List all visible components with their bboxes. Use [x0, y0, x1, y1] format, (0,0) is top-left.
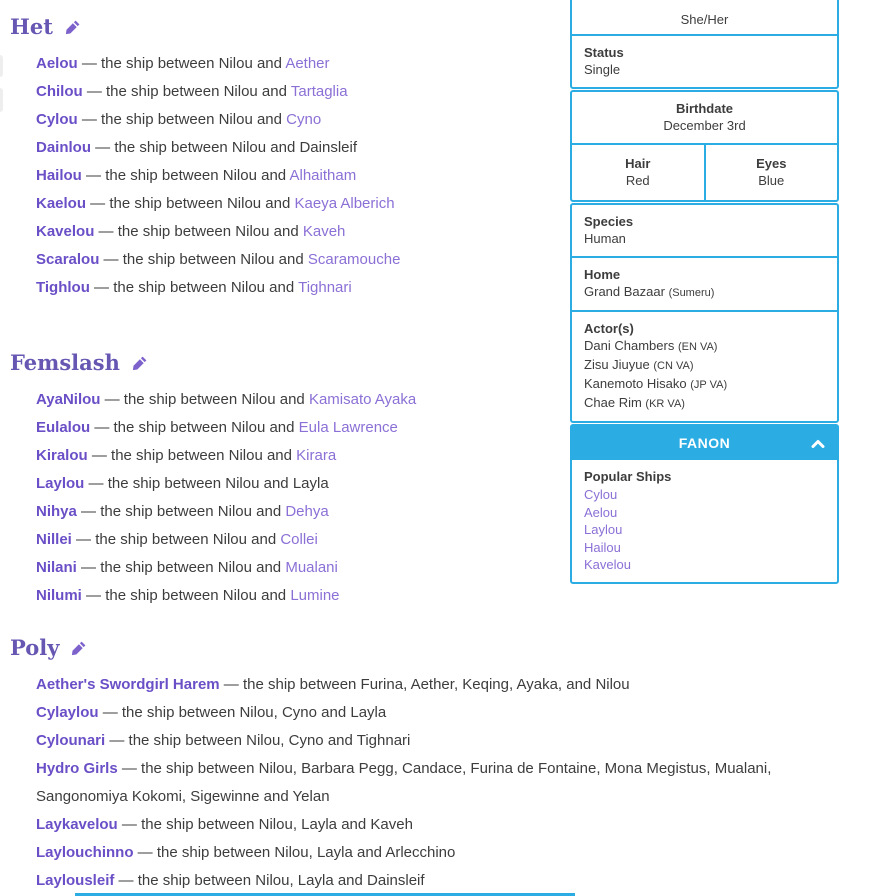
partner-link[interactable]: Collei	[280, 531, 318, 548]
infobox-row-actors	[572, 312, 837, 421]
partner-link[interactable]: Aether	[285, 55, 330, 72]
birthdate-value: December 3rd	[663, 118, 746, 133]
hair-cell	[572, 145, 706, 200]
ship-name-link[interactable]: Kiralou	[36, 447, 88, 464]
partner-link[interactable]: Cyno	[286, 111, 322, 128]
actor-language-note: (KR VA)	[645, 398, 685, 410]
birthdate-label: Birthdate	[675, 101, 734, 116]
partner-link[interactable]: Alhaitham	[289, 167, 357, 184]
infobox-row-hair-eyes	[572, 145, 837, 200]
dash-separator: —	[114, 872, 138, 889]
infobox-group-appearance	[570, 90, 839, 202]
ship-description: the ship between Nilou and	[113, 279, 299, 296]
actors-label: Actor(s)	[584, 321, 634, 336]
dash-separator: —	[76, 503, 101, 520]
ship-description: the ship between Nilou and Dainsleif	[114, 139, 357, 156]
dash-separator: —	[82, 83, 106, 100]
ship-list-item	[36, 582, 875, 610]
ship-list-item	[36, 671, 801, 699]
ship-description: the ship between Nilou and	[101, 111, 287, 128]
dash-separator: —	[117, 760, 142, 777]
partner-link[interactable]: Eula Lawrence	[298, 419, 398, 436]
chevron-up-icon[interactable]	[811, 426, 825, 460]
ship-name-link[interactable]: Chilou	[36, 83, 83, 100]
partner-link[interactable]: Kirara	[296, 447, 337, 464]
partner-link[interactable]: Scaramouche	[307, 251, 401, 268]
ship-description: the ship between Nilou and	[109, 195, 295, 212]
character-infobox	[570, 0, 839, 584]
infobox-row-birthdate	[572, 92, 837, 145]
ship-description: the ship between Nilou, Cyno and Tighnari	[128, 732, 411, 749]
ship-name-link[interactable]: AyaNilou	[36, 391, 101, 408]
ship-list-item	[36, 699, 801, 727]
ship-description: the ship between Nilou and Layla	[107, 475, 329, 492]
ship-list-item	[36, 755, 801, 811]
dash-separator: —	[100, 391, 124, 408]
species-label: Species	[584, 214, 634, 229]
dash-separator: —	[89, 279, 114, 296]
actor-entry: Dani Chambers (EN VA)	[584, 338, 718, 353]
ship-name-link[interactable]: Eulalou	[36, 419, 91, 436]
ship-name-link[interactable]: Hydro Girls	[36, 760, 118, 777]
actor-language-note: (CN VA)	[653, 360, 694, 372]
ship-name-link[interactable]: Nillei	[36, 531, 72, 548]
dash-separator: —	[81, 587, 106, 604]
ship-name-link[interactable]: Cylaylou	[36, 704, 99, 721]
infobox-group-identity	[570, 0, 839, 89]
ship-name-link[interactable]: Kaelou	[36, 195, 87, 212]
hair-label: Hair	[625, 156, 651, 171]
dash-separator: —	[94, 223, 118, 240]
ship-name-link[interactable]: Aether's Swordgirl Harem	[36, 676, 220, 693]
ship-description: the ship between Nilou and	[100, 503, 286, 520]
ship-name-link[interactable]: Laylouchinno	[36, 844, 134, 861]
home-value: Grand Bazaar (Sumeru)	[584, 284, 715, 299]
dash-separator: —	[98, 704, 122, 721]
dash-separator: —	[86, 195, 110, 212]
infobox-row-status	[572, 36, 837, 87]
ship-list-item	[36, 727, 801, 755]
dash-separator: —	[87, 447, 112, 464]
ship-description: the ship between Nilou, Layla and Kaveh	[141, 816, 413, 833]
partner-link[interactable]: Tighnari	[298, 279, 352, 296]
partner-link[interactable]: Kaeya Alberich	[294, 195, 395, 212]
ship-name-link[interactable]: Aelou	[36, 55, 78, 72]
dash-separator: —	[219, 676, 243, 693]
section-heading	[10, 635, 875, 661]
ship-name-link[interactable]: Nilumi	[36, 587, 82, 604]
dash-separator: —	[77, 111, 102, 128]
partner-link[interactable]: Lumine	[290, 587, 340, 604]
edit-pencil-icon[interactable]	[71, 637, 87, 661]
ship-description: the ship between Nilou and	[113, 419, 299, 436]
ship-description: the ship between Furina, Aether, Keqing, Ayaka, and Nilou	[242, 676, 630, 693]
edit-pencil-icon[interactable]	[132, 352, 148, 376]
hair-value: Red	[625, 173, 650, 188]
dash-separator: —	[91, 139, 115, 156]
dash-separator: —	[84, 475, 108, 492]
home-region-note: (Sumeru)	[668, 287, 715, 299]
eyes-label: Eyes	[756, 156, 787, 171]
ship-description: the ship between Nilou and	[95, 531, 281, 548]
ship-name-link[interactable]: Laykavelou	[36, 816, 118, 833]
dash-separator: —	[81, 167, 106, 184]
popular-ships-label: Popular Ships	[584, 469, 672, 484]
infobox-popular-ships	[572, 460, 837, 582]
ship-name-link[interactable]: Laylou	[36, 475, 85, 492]
dash-separator: —	[77, 55, 102, 72]
eyes-cell	[706, 145, 838, 200]
ship-list-item	[36, 867, 801, 895]
ship-description: the ship between Nilou and	[101, 55, 286, 72]
infobox-group-fanon	[570, 424, 839, 584]
ship-name-link[interactable]: Nilani	[36, 559, 77, 576]
actor-entry: Chae Rim (KR VA)	[584, 395, 685, 410]
partner-link[interactable]: Tartaglia	[290, 83, 348, 100]
ship-description: the ship between Nilou and	[105, 587, 291, 604]
infobox-row-pronouns	[572, 0, 837, 36]
ship-description: the ship between Nilou, Cyno and Layla	[121, 704, 387, 721]
ship-name-link[interactable]: Dainlou	[36, 139, 91, 156]
dash-separator: —	[117, 816, 142, 833]
ship-name-link[interactable]: Hailou	[36, 167, 82, 184]
ship-list	[10, 671, 875, 895]
partner-link[interactable]: Kaveh	[302, 223, 346, 240]
partner-link[interactable]: Dehya	[285, 503, 329, 520]
ship-name-link[interactable]: Scaralou	[36, 251, 100, 268]
infobox-row-species	[572, 205, 837, 258]
section-heading-label: Poly	[10, 635, 60, 660]
ship-name-link[interactable]: Kavelou	[36, 223, 95, 240]
ship-description: the ship between Nilou, Layla and Dainsleif	[137, 872, 425, 889]
fanon-header-label: FANON	[678, 435, 731, 451]
ship-description: the ship between Nilou and	[123, 391, 309, 408]
ship-list-item	[36, 839, 801, 867]
infobox-group-background	[570, 203, 839, 423]
fanon-section-header[interactable]	[572, 426, 837, 460]
popular-ship-link[interactable]: Cylou	[584, 487, 618, 502]
edit-pencil-icon[interactable]	[65, 16, 81, 40]
popular-ship-link[interactable]: Laylou	[584, 522, 623, 537]
ship-name-link[interactable]: Nihya	[36, 503, 77, 520]
ship-list-item	[36, 811, 801, 839]
partner-link[interactable]: Kamisato Ayaka	[308, 391, 417, 408]
actor-entry: Kanemoto Hisako (JP VA)	[584, 376, 728, 391]
dash-separator: —	[90, 419, 114, 436]
dash-separator: —	[105, 732, 129, 749]
status-value: Single	[584, 62, 621, 77]
ship-description: the ship between Nilou and	[100, 559, 286, 576]
ship-name-link[interactable]: Cylounari	[36, 732, 106, 749]
ship-name-link[interactable]: Tighlou	[36, 279, 90, 296]
popular-ship-link[interactable]: Kavelou	[584, 557, 631, 572]
ship-description: the ship between Nilou and	[117, 223, 303, 240]
dash-separator: —	[133, 844, 157, 861]
ship-description: the ship between Nilou and	[111, 447, 297, 464]
pronouns-value: She/Her	[680, 12, 729, 27]
popular-ship-link[interactable]: Aelou	[584, 504, 618, 520]
section-heading-label: Femslash	[10, 350, 120, 375]
species-value: Human	[584, 231, 626, 246]
eyes-value: Blue	[758, 173, 785, 188]
ship-description: the ship between Nilou, Layla and Arlecchino	[156, 844, 456, 861]
popular-ship-link[interactable]: Hailou	[584, 539, 621, 555]
infobox-row-home	[572, 258, 837, 312]
dash-separator: —	[76, 559, 101, 576]
ship-section-poly	[10, 635, 875, 895]
actor-language-note: (JP VA)	[690, 379, 728, 391]
section-heading-label: Het	[10, 14, 53, 39]
actor-entry: Zisu Jiuyue (CN VA)	[584, 357, 694, 372]
ship-description: the ship between Nilou and	[122, 251, 308, 268]
status-label: Status	[584, 45, 624, 60]
ship-name-link[interactable]: Cylou	[36, 111, 78, 128]
ship-description: the ship between Nilou, Barbara Pegg, Candace, Furina de Fontaine, Mona Megistus, Mualani, Sangonomiya Kokomi, Sigewinne and Yelan	[36, 760, 772, 805]
dash-separator: —	[99, 251, 123, 268]
actor-language-note: (EN VA)	[677, 341, 718, 353]
dash-separator: —	[71, 531, 96, 548]
home-label: Home	[584, 267, 621, 282]
partner-link[interactable]: Mualani	[285, 559, 338, 576]
ship-description: the ship between Nilou and	[105, 167, 290, 184]
ship-name-link[interactable]: Laylousleif	[36, 872, 115, 889]
ship-description: the ship between Nilou and	[106, 83, 291, 100]
